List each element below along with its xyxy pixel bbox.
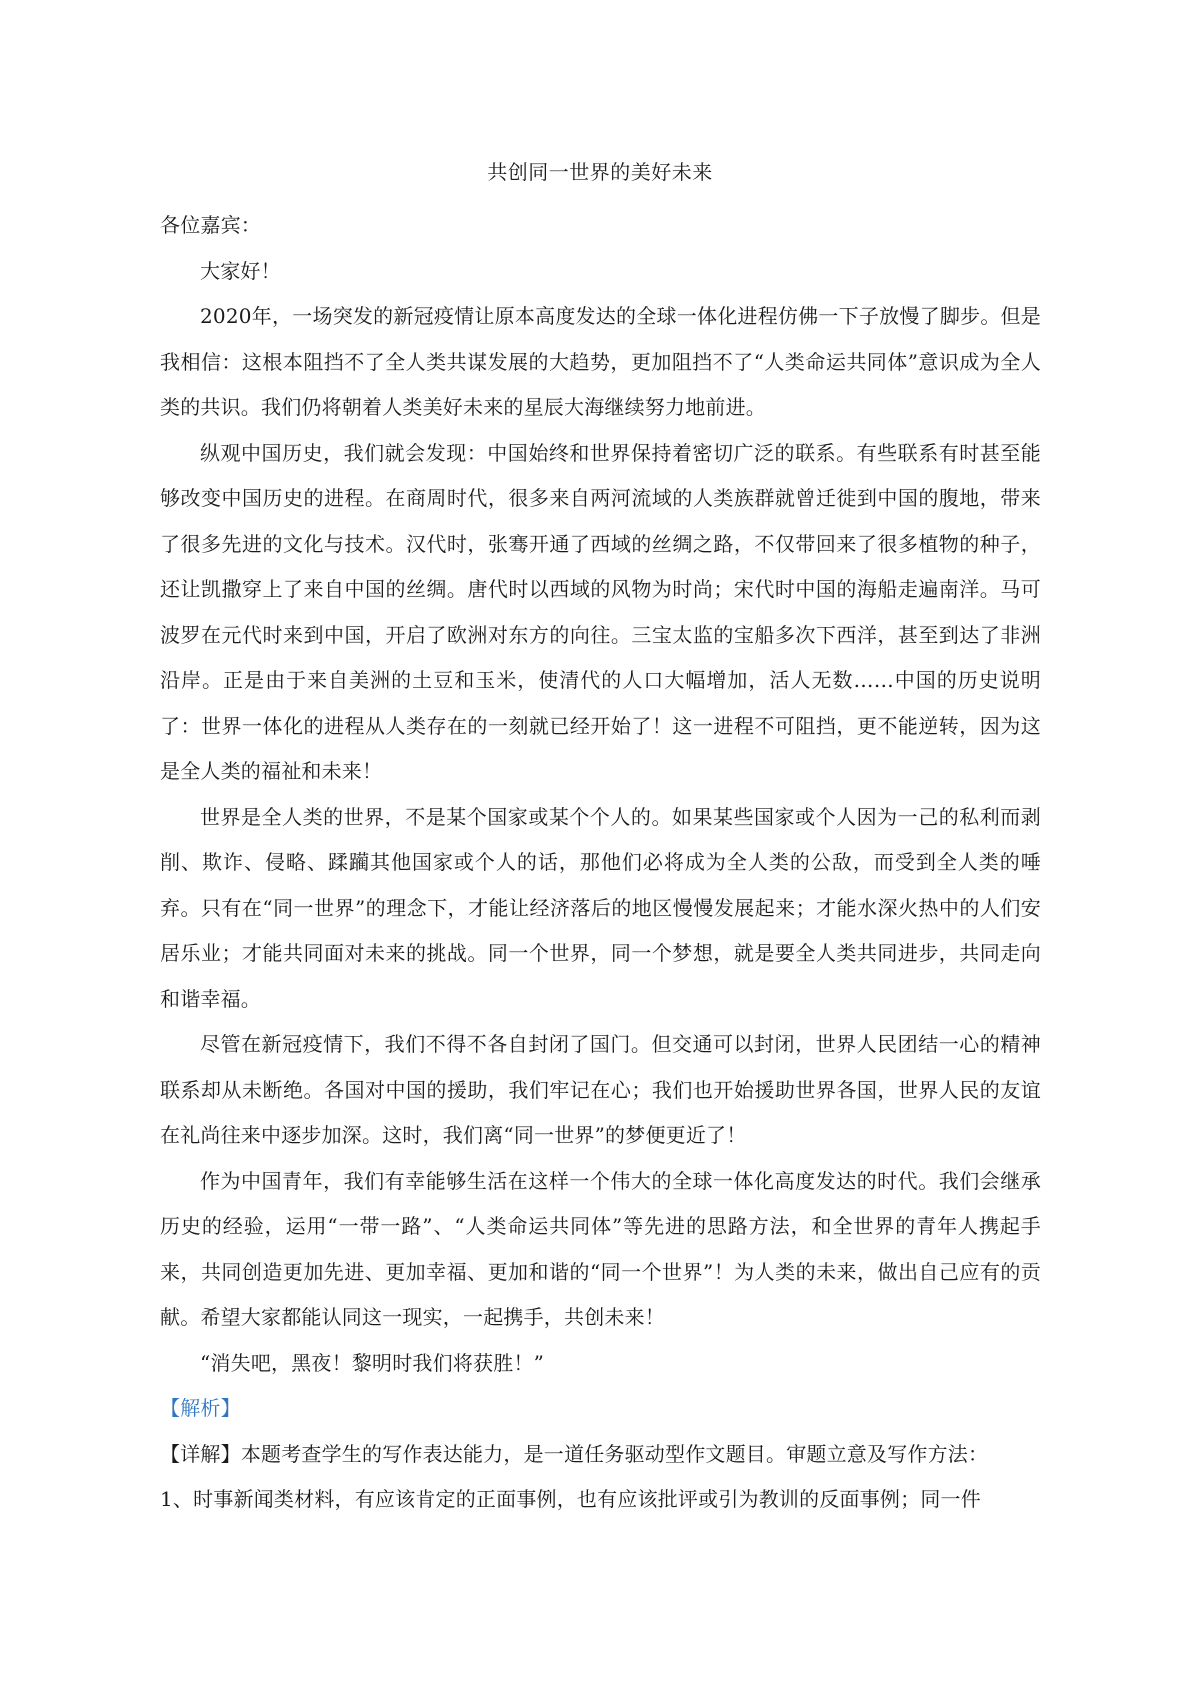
paragraph-5: 作为中国青年，我们有幸能够生活在这样一个伟大的全球一体化高度发达的时代。我们会继承历史的经验，运用“一带一路”、“人类命运共同体”等先进的思路方法，和全世界的青年人携起手来，共同创造更加先进、更加幸福、更加和谐的“同一个世界”！为人类的未来，做出自己应有的贡献。希望大家都能认同这一现实，一起携手，共创未来！ — [160, 1168, 1041, 1329]
paragraph-1: 2020年，一场突发的新冠疫情让原本高度发达的全球一体化进程仿佛一下子放慢了脚步。但是我相信：这根本阻挡不了全人类共谋发展的大趋势，更加阻挡不了“人类命运共同体”意识成为全人类的共识。我们仍将朝着人类美好未来的星辰大海继续努力地前进。 — [160, 304, 1041, 419]
analysis-section — [160, 1386, 1041, 1432]
closing-quote: “消失吧，黑夜！黎明时我们将获胜！” — [200, 1350, 545, 1375]
paragraph-3: 世界是全人类的世界，不是某个国家或某个个人的。如果某些国家或个人因为一己的私利而剥削、欺诈、侵略、蹂躏其他国家或个人的话，那他们必将成为全人类的公敌，而受到全人类的唾弃。只有在“同一世界”的理念下，才能让经济落后的地区慢慢发展起来；才能水深火热中的人们安居乐业；才能共同面对未来的挑战。同一个世界，同一个梦想，就是要全人类共同进步，共同走向和谐幸福。 — [160, 804, 1041, 1011]
analysis-label: 【解析】 — [160, 1396, 241, 1420]
paragraph-greeting: 大家好！ — [200, 258, 281, 283]
document-body — [160, 203, 1041, 1523]
detail-label: 【详解】 — [160, 1441, 241, 1466]
paragraph-2: 纵观中国历史，我们就会发现：中国始终和世界保持着密切广泛的联系。有些联系有时甚至能够改变中国历史的进程。在商周时代，很多来自两河流域的人类族群就曾迁徙到中国的腹地，带来了很多先进的文化与技术。汉代时，张骞开通了西域的丝绸之路，不仅带回来了很多植物的种子，还让凯撒穿上了来自中国的丝绸。唐代时以西域的风物为时尚；宋代时中国的海船走遍南洋。马可波罗在元代时来到中国，开启了欧洲对东方的向往。三宝太监的宝船多次下西洋，甚至到达了非洲沿岸。正是由于来自美洲的土豆和玉米，使清代的人口大幅增加，活人无数……中国的历史说明了：世界一体化的进程从人类存在的一刻就已经开始了！这一进程不可阻挡，更不能逆转，因为这是全人类的福祉和未来！ — [160, 440, 1041, 783]
document-title: 共创同一世界的美好未来 — [487, 160, 713, 184]
detail-text: 本题考查学生的写作表达能力，是一道任务驱动型作文题目。审题立意及写作方法： — [240, 1441, 989, 1466]
detail-section — [160, 1432, 1041, 1478]
salutation: 各位嘉宾： — [160, 213, 261, 237]
detail-item-1: 1、时事新闻类材料，有应该肯定的正面事例，也有应该批评或引为教训的反面事例；同一件 — [160, 1487, 981, 1511]
paragraph-4: 尽管在新冠疫情下，我们不得不各自封闭了国门。但交通可以封闭，世界人民团结一心的精神联系却从未断绝。各国对中国的援助，我们牢记在心；我们也开始援助世界各国，世界人民的友谊在礼尚往来中逐步加深。这时，我们离“同一世界”的梦便更近了！ — [160, 1032, 1041, 1147]
